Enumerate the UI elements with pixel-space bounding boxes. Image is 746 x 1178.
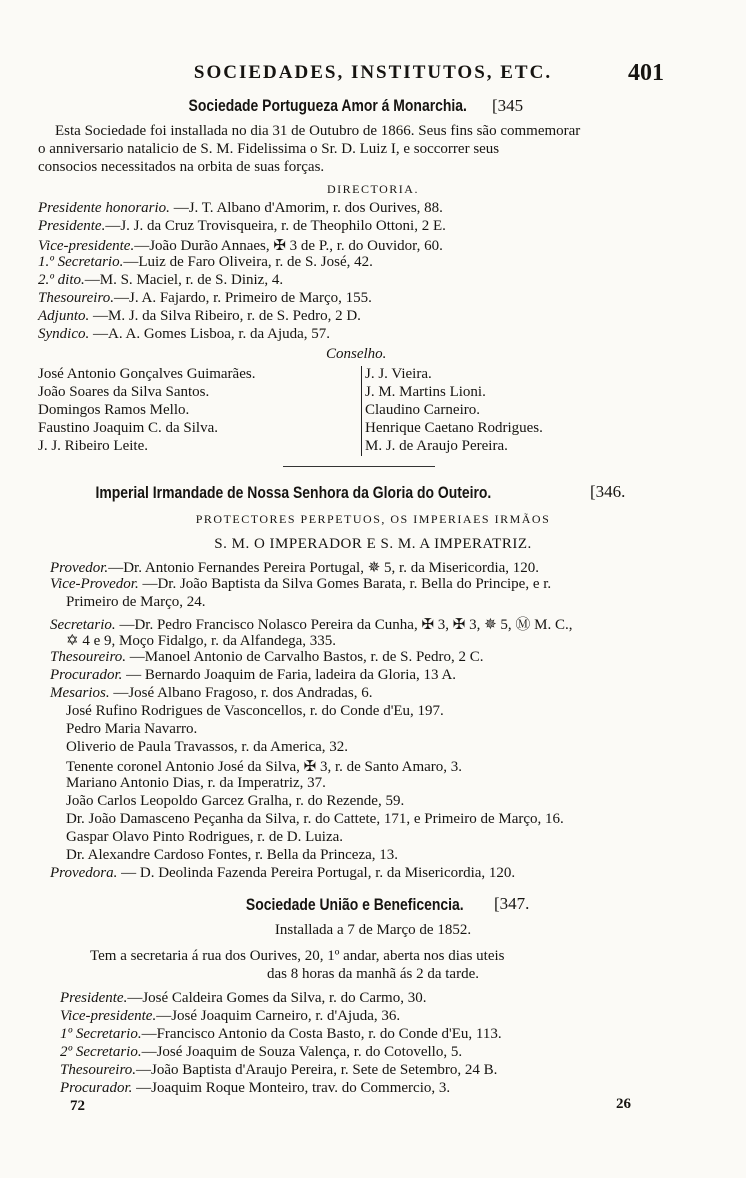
s2-imperadores: S. M. O IMPERADOR E S. M. A IMPERATRIZ. <box>214 536 532 552</box>
conselho-left-item: João Soares da Silva Santos. <box>38 384 210 400</box>
s2-officer: Secretario. —Dr. Pedro Francisco Nolasco Pereira da Cunha, ✠ 3, ✠ 3, ✵ 5, Ⓜ M. C., <box>50 617 573 633</box>
s1-officer: Thesoureiro.—J. A. Fajardo, r. Primeiro de Março, 155. <box>38 290 372 306</box>
s2-officer: Thesoureiro. —Manoel Antonio de Carvalho Bastos, r. de S. Pedro, 2 C. <box>50 649 484 665</box>
s2-protectores: PROTECTORES PERPETUOS, OS IMPERIAES IRMÃOS <box>195 512 551 526</box>
s2-officer: Provedor.—Dr. Antonio Fernandes Pereira Portugal, ✵ 5, r. da Misericordia, 120. <box>50 560 540 576</box>
s3-number: [347. <box>494 894 530 913</box>
s2-officer: Dr. João Damasceno Peçanha da Silva, r. do Cattete, 171, e Primeiro de Março, 16. <box>66 811 564 827</box>
s2-title: Imperial Irmandade de Nossa Senhora da Gloria do Outeiro. <box>95 483 492 502</box>
s1-para-1: Esta Sociedade foi installada no dia 31 de Outubro de 1866. Seus fins são commemorar <box>55 123 581 139</box>
conselho-left-item: Domingos Ramos Mello. <box>38 402 190 418</box>
conselho-right-item: Claudino Carneiro. <box>365 402 480 418</box>
s2-officer: Pedro Maria Navarro. <box>66 721 198 737</box>
page-number: 401 <box>628 60 664 86</box>
s3-title: Sociedade União e Beneficencia. <box>245 895 464 914</box>
conselho-left-item: Faustino Joaquim C. da Silva. <box>38 420 218 436</box>
footer-sheet-number: 26 <box>616 1096 631 1112</box>
s2-officer: Mariano Antonio Dias, r. da Imperatriz, 37. <box>66 775 326 791</box>
s3-secretaria-1: Tem a secretaria á rua dos Ourives, 20, 1º andar, aberta nos dias uteis <box>90 948 505 964</box>
s1-officer: Presidente honorario. —J. T. Albano d'Amorim, r. dos Ourives, 88. <box>38 200 443 216</box>
s2-officer: Tenente coronel Antonio José da Silva, ✠ 3, r. de Santo Amaro, 3. <box>66 759 463 775</box>
s1-officer: 2.º dito.—M. S. Maciel, r. de S. Diniz, 4. <box>38 272 284 288</box>
conselho-left-item: José Antonio Gonçalves Guimarães. <box>38 366 256 382</box>
s2-officer: Vice-Provedor. —Dr. João Baptista da Silva Gomes Barata, r. Bella do Principe, e r. <box>50 576 552 592</box>
conselho-right-item: Henrique Caetano Rodrigues. <box>365 420 543 436</box>
s1-conselho-label: Conselho. <box>326 346 387 362</box>
conselho-right-item: M. J. de Araujo Pereira. <box>365 438 508 454</box>
s1-title: Sociedade Portugueza Amor á Monarchia. <box>188 96 467 115</box>
s2-officer: José Rufino Rodrigues de Vasconcellos, r. do Conde d'Eu, 197. <box>66 703 444 719</box>
s1-officer: Adjunto. —M. J. da Silva Ribeiro, r. de S. Pedro, 2 D. <box>38 308 361 324</box>
s2-officer: Procurador. — Bernardo Joaquim de Faria, ladeira da Gloria, 13 A. <box>50 667 457 683</box>
s2-officer: Dr. Alexandre Cardoso Fontes, r. Bella da Princeza, 13. <box>66 847 399 863</box>
s1-para-2: o anniversario natalicio de S. M. Fidelissima o Sr. D. Luiz I, e soccorrer seus <box>38 141 500 157</box>
s3-secretaria-2: das 8 horas da manhã ás 2 da tarde. <box>266 966 479 982</box>
s2-officer: ✡ 4 e 9, Moço Fidalgo, r. da Alfandega, 335. <box>66 633 337 649</box>
s1-directoria-label: DIRECTORIA. <box>327 182 419 196</box>
s1-number: [345 <box>492 96 524 115</box>
running-head: SOCIEDADES, INSTITUTOS, ETC. <box>193 62 553 83</box>
s1-officer: Syndico. —A. A. Gomes Lisboa, r. da Ajuda, 57. <box>38 326 331 342</box>
s1-para-3: consocios necessitados na orbita de suas forças. <box>38 159 325 175</box>
s2-officer: Gaspar Olavo Pinto Rodrigues, r. de D. Luiza. <box>66 829 344 845</box>
conselho-right-item: J. M. Martins Lioni. <box>365 384 486 400</box>
s2-officer: Mesarios. —José Albano Fragoso, r. dos Andradas, 6. <box>50 685 373 701</box>
s3-officer: Procurador. —Joaquim Roque Monteiro, trav. do Commercio, 3. <box>60 1080 451 1096</box>
s3-officer: 1º Secretario.—Francisco Antonio da Costa Basto, r. do Conde d'Eu, 113. <box>60 1026 502 1042</box>
s3-officer: Thesoureiro.—João Baptista d'Araujo Pereira, r. Sete de Setembro, 24 B. <box>60 1062 498 1078</box>
s2-officer: Primeiro de Março, 24. <box>66 594 206 610</box>
conselho-divider <box>361 366 362 456</box>
s3-officer: Presidente.—José Caldeira Gomes da Silva, r. do Carmo, 30. <box>60 990 427 1006</box>
s2-number: [346. <box>590 482 626 501</box>
section-divider <box>283 466 435 467</box>
s3-officer: Vice-presidente.—José Joaquim Carneiro, r. d'Ajuda, 36. <box>60 1008 401 1024</box>
s2-officer: João Carlos Leopoldo Garcez Gralha, r. do Rezende, 59. <box>66 793 405 809</box>
s3-installada: Installada a 7 de Março de 1852. <box>274 922 472 938</box>
s1-officer: 1.º Secretario.—Luiz de Faro Oliveira, r. de S. José, 42. <box>38 254 373 270</box>
s1-officer: Vice-presidente.—João Durão Annaes, ✠ 3 de P., r. do Ouvidor, 60. <box>38 238 443 254</box>
s3-officer: 2º Secretario.—José Joaquim de Souza Valença, r. do Cotovello, 5. <box>60 1044 463 1060</box>
s2-officer: Oliverio de Paula Travassos, r. da America, 32. <box>66 739 349 755</box>
conselho-left-item: J. J. Ribeiro Leite. <box>38 438 148 454</box>
footer-signature: 72 <box>70 1098 85 1114</box>
s2-officer: Provedora. — D. Deolinda Fazenda Pereira Portugal, r. da Misericordia, 120. <box>50 865 516 881</box>
conselho-right-item: J. J. Vieira. <box>365 366 432 382</box>
s1-officer: Presidente.—J. J. da Cruz Trovisqueira, r. de Theophilo Ottoni, 2 E. <box>38 218 446 234</box>
